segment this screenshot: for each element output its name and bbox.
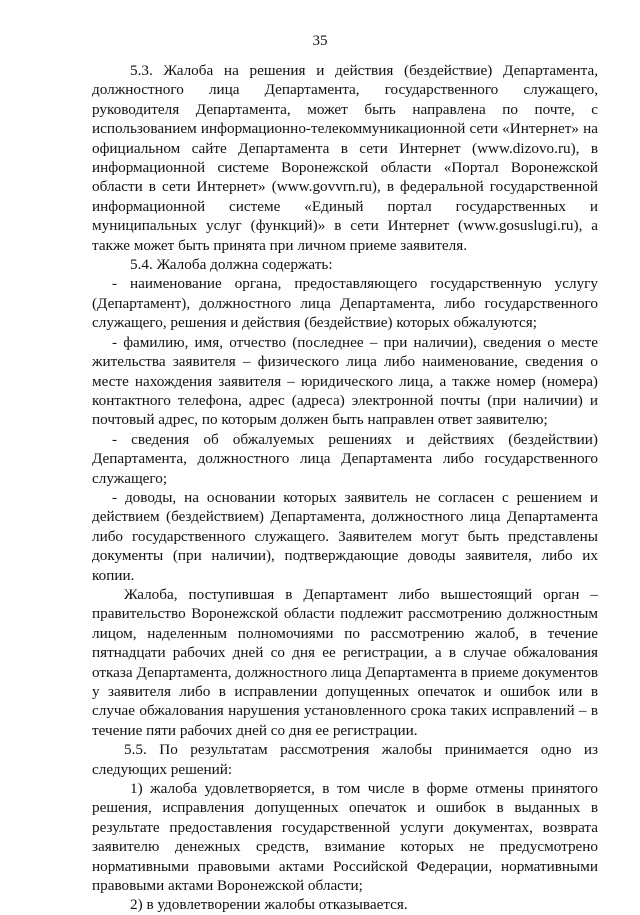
paragraph-5-3: 5.3. Жалоба на решения и действия (бездействие) Департамента, должностного лица Департамента, государственного служащего, руководителя Департамента, может быть направлена по почте, с использованием информационно-телекоммуникационной сети «Интернет» на официальном сайте Департамента в сети Интернет (www.dizovo.ru), в информационной системе Воронежской области «Портал Воронежской области в сети Интернет» (www.govvrn.ru), в федеральной государственной информационной системе «Единый портал государственных и муниципальных услуг (функций)» в сети Интернет (www.gosuslugi.ru), а также может быть принята при личном приеме заявителя. [92,62,598,254]
list-item-applicant-details: - фамилию, имя, отчество (последнее – при наличии), сведения о месте жительства заявителя – физического лица либо наименование, сведения о месте нахождения заявителя – юридического лица, а также номер (номера) контактного телефона, адрес (адреса) электронной почты (при наличии) и почтовый адрес, по которым должен быть направлен ответ заявителю; [92,333,598,429]
page-number: 35 [312,33,328,49]
paragraph-complaint-review: Жалоба, поступившая в Департамент либо вышестоящий орган – правительство Воронежской области подлежит рассмотрению должностным лицом, наделенным полномочиями по рассмотрению жалоб, в течение пятнадцати рабочих дней со дня ее регистрации, а в случае обжалования отказа Департамента, должностного лица Департамента в приеме документов у заявителя либо в исправлении допущенных опечаток и ошибок или в случае обжалования нарушения установленного срока таких исправлений – в течение пяти рабочих дней со дня ее регистрации. [92,585,598,739]
paragraph-5-4: 5.4. Жалоба должна содержать: [130,256,333,274]
list-item-satisfied: 1) жалоба удовлетворяется, в том числе в форме отмены принятого решения, исправления допущенных опечаток и ошибок в выданных в результате предоставления государственной услуги документах, возврата заявителю денежных средств, взимание которых не предусмотрено нормативными правовыми актами Российской Федерации, нормативными правовыми актами Воронежской области; [92,780,598,895]
list-item-appealed-decisions: - сведения об обжалуемых решениях и действиях (бездействии) Департамента, должностного лица Департамента либо государственного служащего; [92,430,598,487]
document-body [92,61,598,915]
list-item-organ-name: - наименование органа, предоставляющего государственную услугу (Департамент), должностного лица Департамента, либо государственного служащего, решения и действия (бездействие) которых обжалуются; [92,275,598,332]
paragraph-5-5: 5.5. По результатам рассмотрения жалобы принимается одно из следующих решений: [92,741,598,778]
list-item-arguments: - доводы, на основании которых заявитель не согласен с решением и действием (бездействием) Департамента, должностного лица Департамента либо государственного служащего. Заявителем могут быть представлены документы (при наличии), подтверждающие доводы заявителя, либо их копии. [92,488,598,584]
list-item-refused: 2) в удовлетворении жалобы отказывается. [130,896,408,914]
